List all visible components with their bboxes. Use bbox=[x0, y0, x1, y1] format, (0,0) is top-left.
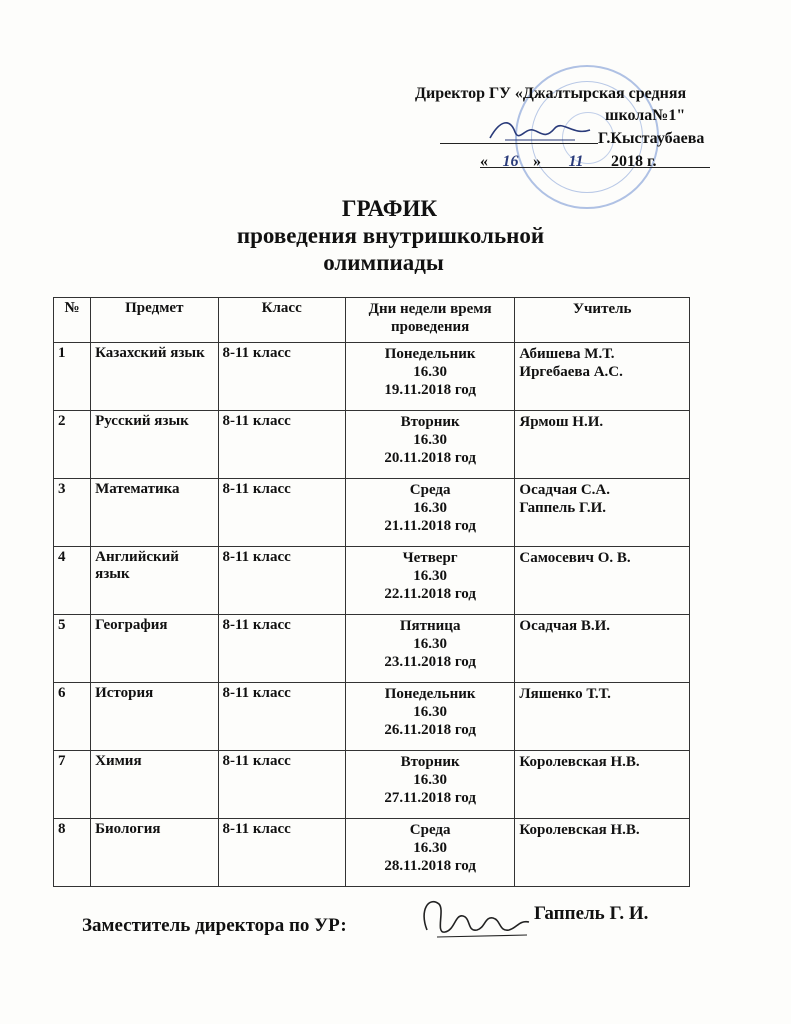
table-row bbox=[54, 479, 690, 547]
row-number: 5 bbox=[54, 615, 91, 683]
approval-date bbox=[480, 153, 656, 171]
header-teacher: Учитель bbox=[515, 298, 690, 343]
row-teacher-1: Абишева М.Т. bbox=[519, 346, 615, 362]
row-number: 8 bbox=[54, 819, 91, 887]
date-open-quote: « bbox=[480, 153, 488, 170]
row-class: 8-11 класс bbox=[218, 615, 345, 683]
row-subject: Математика bbox=[91, 479, 218, 547]
row-teacher-2: Иргебаева А.С. bbox=[519, 364, 623, 380]
row-days bbox=[345, 683, 515, 751]
row-class: 8-11 класс bbox=[218, 547, 345, 615]
row-class: 8-11 класс bbox=[218, 411, 345, 479]
row-day: Понедельник bbox=[384, 686, 476, 702]
row-teacher-2: Гаппель Г.И. bbox=[519, 500, 607, 516]
row-subject: Казахский язык bbox=[91, 343, 218, 411]
row-subject: География bbox=[91, 615, 218, 683]
date-month: 11 bbox=[568, 153, 584, 170]
row-day: Среда bbox=[409, 482, 451, 498]
row-date: 21.11.2018 год bbox=[384, 518, 476, 534]
row-days bbox=[345, 819, 515, 887]
approval-school-name: школа№1" bbox=[605, 107, 686, 124]
row-teacher-1: Ляшенко Т.Т. bbox=[519, 686, 611, 702]
title-line-3: олимпиады bbox=[323, 250, 444, 275]
row-teacher bbox=[515, 683, 690, 751]
row-days bbox=[345, 343, 515, 411]
row-number: 7 bbox=[54, 751, 91, 819]
row-day: Вторник bbox=[400, 414, 460, 430]
schedule-table bbox=[53, 297, 690, 887]
document-title bbox=[0, 195, 791, 276]
table-row bbox=[54, 615, 690, 683]
row-date: 28.11.2018 год bbox=[384, 858, 476, 874]
row-teacher bbox=[515, 751, 690, 819]
row-time: 16.30 bbox=[413, 432, 448, 448]
row-date: 20.11.2018 год bbox=[384, 450, 476, 466]
row-day: Вторник bbox=[400, 754, 460, 770]
row-time: 16.30 bbox=[413, 500, 448, 516]
director-signature-icon bbox=[485, 110, 595, 150]
signature-line bbox=[440, 143, 598, 144]
header-subject: Предмет bbox=[91, 298, 218, 343]
approval-director-name: Г.Кыстаубаева bbox=[598, 130, 705, 147]
row-date: 19.11.2018 год bbox=[384, 382, 476, 398]
date-day: 16 bbox=[502, 153, 519, 170]
row-number: 1 bbox=[54, 343, 91, 411]
table-row bbox=[54, 683, 690, 751]
row-number: 3 bbox=[54, 479, 91, 547]
approval-director-title: Директор ГУ «Джалтырская средняя bbox=[415, 85, 687, 102]
date-close-quote: » bbox=[533, 153, 541, 170]
row-date: 26.11.2018 год bbox=[384, 722, 476, 738]
row-class: 8-11 класс bbox=[218, 819, 345, 887]
row-teacher-1: Королевская Н.В. bbox=[519, 822, 640, 838]
row-subject: История bbox=[91, 683, 218, 751]
row-days bbox=[345, 751, 515, 819]
footer-role: Заместитель директора по УР: bbox=[82, 915, 347, 936]
row-day: Четверг bbox=[402, 550, 458, 566]
row-class: 8-11 класс bbox=[218, 683, 345, 751]
row-time: 16.30 bbox=[413, 364, 448, 380]
row-teacher bbox=[515, 411, 690, 479]
row-teacher-1: Королевская Н.В. bbox=[519, 754, 640, 770]
row-class: 8-11 класс bbox=[218, 479, 345, 547]
deputy-signature-icon bbox=[415, 890, 535, 945]
date-year: 2018 г. bbox=[611, 153, 657, 170]
title-line-1: ГРАФИК bbox=[341, 196, 438, 221]
row-number: 2 bbox=[54, 411, 91, 479]
row-days bbox=[345, 547, 515, 615]
row-subject: Биология bbox=[91, 819, 218, 887]
row-subject: Русский язык bbox=[91, 411, 218, 479]
row-day: Понедельник bbox=[384, 346, 476, 362]
table-row bbox=[54, 751, 690, 819]
header-number: № bbox=[54, 298, 91, 343]
row-number: 6 bbox=[54, 683, 91, 751]
row-teacher-1: Осадчая В.И. bbox=[519, 618, 611, 634]
row-class: 8-11 класс bbox=[218, 343, 345, 411]
row-date: 23.11.2018 год bbox=[384, 654, 476, 670]
row-teacher-1: Ярмош Н.И. bbox=[519, 414, 604, 430]
table-row bbox=[54, 547, 690, 615]
row-subject: Английский язык bbox=[91, 547, 218, 615]
row-days bbox=[345, 411, 515, 479]
row-subject: Химия bbox=[91, 751, 218, 819]
row-teacher bbox=[515, 615, 690, 683]
header-days: Дни недели время проведения bbox=[345, 298, 515, 343]
table-row bbox=[54, 819, 690, 887]
row-day: Пятница bbox=[399, 618, 461, 634]
row-teacher bbox=[515, 343, 690, 411]
row-date: 22.11.2018 год bbox=[384, 586, 476, 602]
row-teacher bbox=[515, 479, 690, 547]
row-time: 16.30 bbox=[413, 772, 448, 788]
row-day: Среда bbox=[409, 822, 451, 838]
row-time: 16.30 bbox=[413, 636, 448, 652]
table-header-row bbox=[54, 298, 690, 343]
row-class: 8-11 класс bbox=[218, 751, 345, 819]
row-teacher bbox=[515, 819, 690, 887]
row-days bbox=[345, 615, 515, 683]
row-number: 4 bbox=[54, 547, 91, 615]
table-row bbox=[54, 411, 690, 479]
row-teacher-1: Самосевич О. В. bbox=[519, 550, 631, 566]
row-days bbox=[345, 479, 515, 547]
header-class: Класс bbox=[218, 298, 345, 343]
row-teacher-1: Осадчая С.А. bbox=[519, 482, 611, 498]
row-time: 16.30 bbox=[413, 840, 448, 856]
row-time: 16.30 bbox=[413, 568, 448, 584]
title-line-2: проведения внутришкольной bbox=[236, 223, 545, 248]
row-time: 16.30 bbox=[413, 704, 448, 720]
row-date: 27.11.2018 год bbox=[384, 790, 476, 806]
row-teacher bbox=[515, 547, 690, 615]
table-row bbox=[54, 343, 690, 411]
footer-name: Гаппель Г. И. bbox=[534, 903, 649, 924]
